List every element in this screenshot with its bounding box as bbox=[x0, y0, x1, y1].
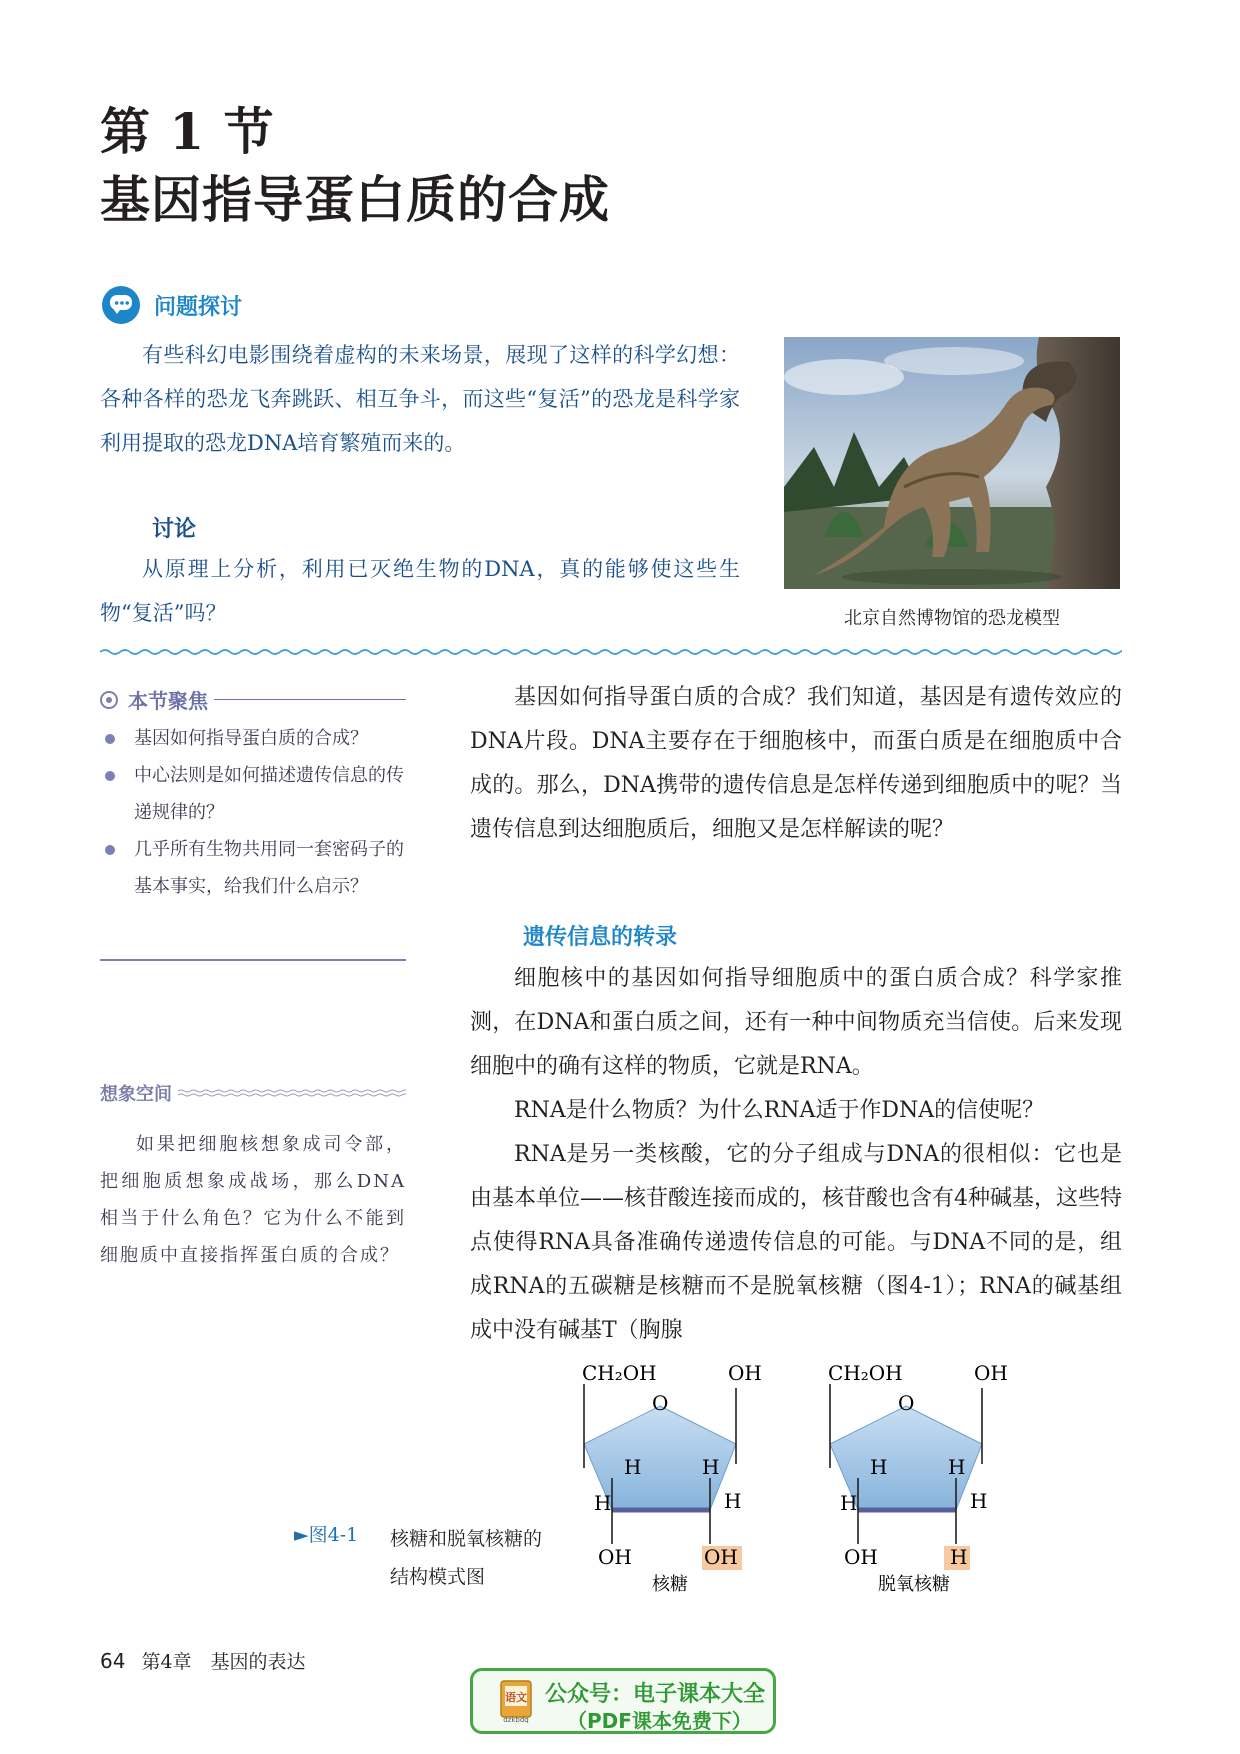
body-paragraph-3: RNA是另一类核酸，它的分子组成与DNA的很相似：它也是由基本单位——核苷酸连接而成的，核苷酸也含有4种碱基，这些特点使得RNA具备准确传递遗传信息的可能。与DNA不同的是，组成RNA的五碳糖是核糖而不是脱氧核糖（图4-1）；RNA的碱基组成中没有碱基T（胸腺 bbox=[470, 1142, 1122, 1343]
figure-caption-line: 核糖和脱氧核糖的 bbox=[390, 1528, 543, 1550]
focus-title: 本节聚焦 bbox=[128, 689, 208, 713]
inquiry-header bbox=[102, 285, 242, 325]
h-label: H bbox=[624, 1455, 642, 1479]
badge-line-1: 公众号：电子课本大全 bbox=[545, 1682, 766, 1707]
body-paragraph-2: RNA是什么物质？为什么RNA适于作DNA的信使呢？ bbox=[514, 1098, 1045, 1123]
discuss-label: 讨论 bbox=[152, 517, 197, 542]
deoxyribose-name: 脱氧核糖 bbox=[878, 1574, 950, 1594]
deoxyribose-structure bbox=[828, 1361, 1008, 1594]
chat-bubble-icon bbox=[102, 286, 140, 324]
sugar-structure-diagram bbox=[560, 1358, 1020, 1594]
ribose-structure bbox=[582, 1361, 762, 1594]
h-label: H bbox=[594, 1491, 612, 1515]
imagination-text-box bbox=[100, 1126, 406, 1274]
focus-item: 基因如何指导蛋白质的合成？ bbox=[100, 720, 406, 757]
body-box bbox=[470, 957, 1122, 1353]
wavy-divider bbox=[100, 646, 1122, 658]
imagination-wave bbox=[178, 1088, 406, 1098]
h-label: H bbox=[702, 1455, 720, 1479]
book-icon bbox=[497, 1679, 535, 1723]
focus-header bbox=[100, 685, 406, 714]
section-number: 第 1 节 bbox=[100, 102, 275, 161]
watermark-badge bbox=[470, 1668, 776, 1734]
ribose-name: 核糖 bbox=[652, 1574, 688, 1594]
focus-item: 几乎所有生物共用同一套密码子的基本事实，给我们什么启示？ bbox=[100, 831, 406, 905]
figure-caption-line: 结构模式图 bbox=[390, 1566, 486, 1588]
focus-item: 中心法则是如何描述遗传信息的传递规律的？ bbox=[100, 757, 406, 831]
page-title: 基因指导蛋白质的合成 bbox=[100, 170, 610, 229]
inquiry-paragraph-box bbox=[100, 333, 740, 465]
page-number: 64 bbox=[100, 1649, 126, 1673]
ch2oh-label: CH₂OH bbox=[582, 1361, 657, 1385]
oh-label: OH bbox=[844, 1545, 878, 1569]
body-paragraph-1: 细胞核中的基因如何指导细胞质中的蛋白质合成？科学家推测，在DNA和蛋白质之间，还有一种中间物质充当信使。后来发现细胞中的确有这样的物质，它就是RNA。 bbox=[470, 966, 1122, 1079]
ch2oh-label: CH₂OH bbox=[828, 1361, 903, 1385]
focus-bottom-rule bbox=[100, 959, 406, 961]
target-icon bbox=[100, 691, 118, 709]
dinosaur-photo bbox=[784, 337, 1120, 589]
figure-caption bbox=[390, 1520, 542, 1596]
discuss-question-box bbox=[100, 547, 740, 635]
h-label: H bbox=[724, 1489, 742, 1513]
section-subheading: 遗传信息的转录 bbox=[523, 925, 678, 950]
intro-paragraph: 基因如何指导蛋白质的合成？我们知道，基因是有遗传效应的DNA片段。DNA主要存在于细胞核中，而蛋白质是在细胞质中合成的。那么，DNA携带的遗传信息是怎样传递到细胞质中的呢？当遗传信息到达细胞质后，细胞又是怎样解读的呢？ bbox=[470, 685, 1122, 842]
focus-list bbox=[100, 720, 406, 905]
badge-line-2: （PDF课本免费下） bbox=[567, 1709, 752, 1733]
figure-label: ►图4-1 bbox=[294, 1524, 359, 1546]
icon-text: 语文 bbox=[505, 1691, 527, 1704]
chapter-title: 第4章 基因的表达 bbox=[141, 1651, 306, 1673]
oh-label: OH bbox=[704, 1545, 738, 1569]
oh-label: OH bbox=[728, 1361, 762, 1385]
h-label: H bbox=[948, 1455, 966, 1479]
inquiry-label: 问题探讨 bbox=[154, 294, 243, 320]
o-label: O bbox=[898, 1391, 915, 1415]
imagination-header bbox=[100, 1080, 406, 1106]
h-label: H bbox=[870, 1455, 888, 1479]
oh-label: OH bbox=[974, 1361, 1008, 1385]
imagination-text: 如果把细胞核想象成司令部，把细胞质想象成战场，那么DNA相当于什么角色？它为什么不能到细胞质中直接指挥蛋白质的合成？ bbox=[100, 1134, 406, 1266]
icon-subtext: dzkbdq bbox=[503, 1716, 529, 1723]
o-label: O bbox=[652, 1391, 669, 1415]
h-label: H bbox=[970, 1489, 988, 1513]
discuss-question: 从原理上分析，利用已灭绝生物的DNA，真的能够使这些生物“复活”吗？ bbox=[100, 557, 740, 625]
photo-caption: 北京自然博物馆的恐龙模型 bbox=[844, 608, 1060, 629]
h-label: H bbox=[840, 1491, 858, 1515]
oh-label: OH bbox=[598, 1545, 632, 1569]
imagination-title: 想象空间 bbox=[100, 1084, 172, 1105]
focus-rule bbox=[214, 699, 406, 700]
intro-box bbox=[470, 676, 1122, 852]
inquiry-paragraph: 有些科幻电影围绕着虚构的未来场景，展现了这样的科学幻想：各种各样的恐龙飞奔跳跃、相互争斗，而这些“复活”的恐龙是科学家利用提取的恐龙DNA培育繁殖而来的。 bbox=[100, 343, 740, 455]
h-label: H bbox=[950, 1545, 968, 1569]
page-footer bbox=[100, 1647, 306, 1674]
